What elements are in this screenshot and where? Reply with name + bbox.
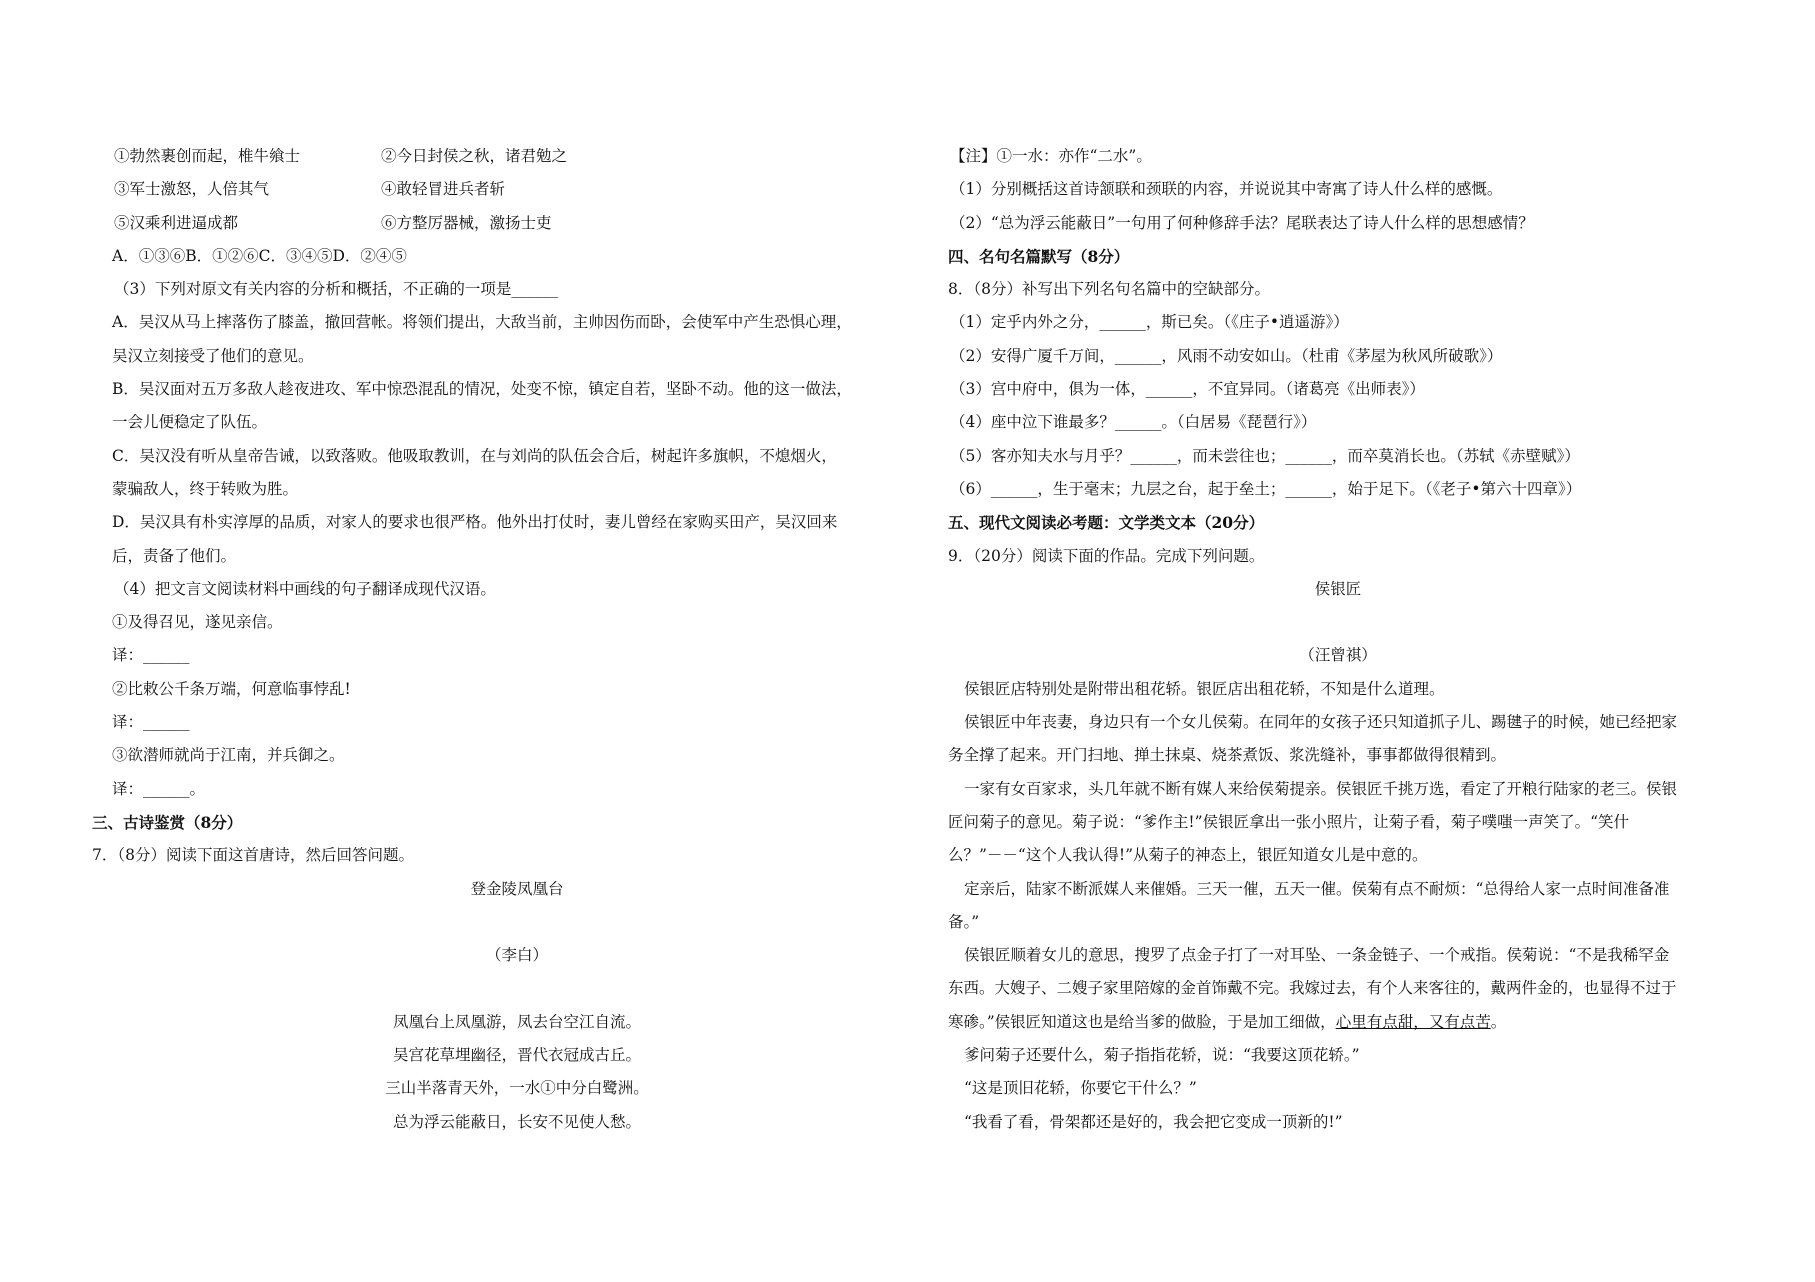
story-title: 侯银匠 (1314, 579, 1362, 598)
fill-blank-line: （2）安得广厦千万间，______，风雨不动安如山。（杜甫《茅屋为秋风所破歌》） (950, 346, 1503, 365)
question-7-1: （1）分别概括这首诗颔联和颈联的内容，并说说其中寄寓了诗人什么样的感慨。 (950, 180, 1503, 199)
sentence-2: ②比敕公千条万端，何意临事悖乱! (112, 679, 351, 698)
story-text: 。 (1490, 1012, 1507, 1031)
story-paragraph: “我看了看，骨架都还是好的，我会把它变成一顶新的!” (964, 1112, 1343, 1131)
q3-option-a-line1: A．吴汉从马上摔落伤了膝盖，撤回营帐。将领们提出，大敌当前，主帅因伤而卧，会使军中产生恐惧心理， (112, 313, 852, 332)
translation-blank-3: 译：______。 (112, 779, 206, 798)
question-4: （4）把文言文阅读材料中画线的句子翻译成现代汉语。 (114, 579, 496, 598)
story-paragraph-cont: 务全撑了起来。开门扫地、掸土抹桌、烧茶煮饭、浆洗缝补，事事都做得很精到。 (948, 746, 1507, 765)
q3-option-d-line2: 后，责备了他们。 (112, 546, 237, 565)
section-5-heading: 五、现代文阅读必考题：文学类文本（20分） (948, 513, 1265, 533)
q3-option-c-line1: C．吴汉没有听从皇帝告诫，以致落败。他吸取教训，在与刘尚的队伍会合后，树起许多旗帜，不熄烟火， (112, 446, 837, 465)
story-author: （汪曾祺） (1299, 646, 1377, 665)
section-4-heading: 四、名句名篇默写（8分） (948, 246, 1130, 266)
story-paragraph-cont (948, 1006, 1728, 1039)
q3-option-b-line1: B．吴汉面对五万多敌人趁夜进攻、军中惊恐混乱的情况，处变不惊，镇定自若，坚卧不动。他的这一做法， (112, 380, 852, 399)
underlined-phrase: 心里有点甜，又有点苦 (1335, 1012, 1491, 1031)
poem-line: 凤凰台上凤凰游，凤去台空江自流。 (392, 1012, 641, 1031)
question-8: 8．（8分）补写出下列名句名篇中的空缺部分。 (948, 280, 1270, 299)
question-3: （3）下列对原文有关内容的分析和概括，不正确的一项是______ (114, 280, 558, 299)
poem-title: 登金陵凤凰台 (470, 879, 564, 898)
translation-blank-1: 译：______ (112, 646, 190, 665)
fill-blank-line: （1）定乎内外之分，______，斯已矣。（《庄子•逍遥游》） (950, 313, 1349, 332)
spacer (112, 972, 922, 1005)
poem-line: 三山半落青天外，一水①中分白鹭洲。 (385, 1079, 649, 1098)
q3-option-d-line1: D．吴汉具有朴实淳厚的品质，对家人的要求也很严格。他外出打仗时，妻儿曾经在家购买田产，吴汉回来 (112, 513, 838, 532)
story-paragraph: 侯银匠顺着女儿的意思，搜罗了点金子打了一对耳坠、一条金链子、一个戒指。侯菊说：“不是我稀罕金 (964, 946, 1670, 965)
option-row (112, 173, 922, 206)
spacer (948, 606, 1728, 639)
story-paragraph: 侯银匠中年丧妻，身边只有一个女儿侯菊。在同年的女孩子还只知道抓子儿、踢毽子的时候，她已经把家 (964, 713, 1678, 732)
option-item: ⑥方整厉器械，激扬士吏 (381, 213, 552, 232)
story-paragraph-cont: 备。” (948, 912, 980, 931)
story-paragraph-cont: 么？”－－“这个人我认得!”从菊子的神态上，银匠知道女儿是中意的。 (948, 846, 1428, 865)
story-paragraph: 定亲后，陆家不断派媒人来催婚。三天一催，五天一催。侯菊有点不耐烦：“总得给人家一点时间准备准 (964, 879, 1670, 898)
story-paragraph-cont: 匠问菊子的意见。菊子说：“爹作主!”侯银匠拿出一张小照片，让菊子看，菊子噗嗤一声笑了。“笑什 (948, 812, 1630, 831)
poem-note: 【注】①一水：亦作“二水”。 (950, 147, 1152, 165)
sentence-1: ①及得召见，遂见亲信。 (112, 613, 283, 632)
option-row (112, 140, 922, 173)
story-paragraph: 一家有女百家求，头几年就不断有媒人来给侯菊提亲。侯银匠千挑万选，看定了开粮行陆家的老三。侯银 (964, 779, 1678, 798)
story-paragraph: 侯银匠店特别处是附带出租花轿。银匠店出租花轿，不知是什么道理。 (964, 679, 1445, 698)
fill-blank-line: （5）客亦知夫水与月乎？______，而未尝往也；______，而卒莫消长也。（苏轼《赤壁赋》） (950, 446, 1580, 465)
spacer (112, 906, 922, 939)
answer-choices: A．①③⑥B．①②⑥C．③④⑤D．②④⑤ (112, 246, 407, 265)
right-column (948, 140, 1728, 1139)
option-item: ⑤汉乘利进逼成都 (114, 213, 239, 232)
question-7-2: （2）“总为浮云能蔽日”一句用了何种修辞手法？尾联表达了诗人什么样的思想感情？ (950, 213, 1534, 232)
question-9: 9．（20分）阅读下面的作品。完成下列问题。 (948, 546, 1265, 565)
story-paragraph: 爹问菊子还要什么，菊子指指花轿，说：“我要这顶花轿。” (964, 1046, 1360, 1065)
option-item: ④敢轻冒进兵者斩 (381, 180, 506, 199)
sentence-3: ③欲潜师就尚于江南，并兵御之。 (112, 746, 345, 765)
fill-blank-line: （4）座中泣下谁最多？______。（白居易《琵琶行》） (950, 413, 1317, 432)
fill-blank-line: （3）宫中府中，俱为一体，______，不宜异同。（诸葛亮《出师表》） (950, 380, 1425, 399)
section-3-heading: 三、古诗鉴赏（8分） (92, 812, 243, 832)
option-row (112, 207, 922, 240)
option-item: ①勃然裹创而起，椎牛飨士 (114, 147, 301, 165)
left-column (92, 140, 922, 1139)
option-item: ②今日封侯之秋，诸君勉之 (381, 147, 568, 165)
poem-line: 总为浮云能蔽日，长安不见使人愁。 (392, 1112, 641, 1131)
poem-author: （李白） (485, 946, 548, 965)
story-paragraph-cont: 东西。大嫂子、二嫂子家里陪嫁的金首饰戴不完。我嫁过去，有个人来客往的，戴两件金的，也显得不过于 (948, 979, 1677, 998)
q3-option-b-line2: 一会儿便稳定了队伍。 (112, 413, 268, 432)
q3-option-c-line2: 蒙骗敌人，终于转败为胜。 (112, 479, 299, 498)
poem-line: 吴宫花草埋幽径，晋代衣冠成古丘。 (392, 1046, 641, 1065)
question-7: 7．（8分）阅读下面这首唐诗，然后回答问题。 (92, 846, 414, 865)
story-text: 寒碜。”侯银匠知道这也是给当爹的做脸，于是加工细做， (948, 1012, 1336, 1031)
option-item: ③军士激怒，人倍其气 (114, 180, 270, 199)
story-paragraph: “这是顶旧花轿，你要它干什么？” (964, 1079, 1197, 1098)
q3-option-a-line2: 吴汉立刻接受了他们的意见。 (112, 346, 314, 365)
fill-blank-line: （6）______，生于毫末；九层之台，起于垒土；______，始于足下。（《老子•第六十四章》） (950, 479, 1582, 498)
translation-blank-2: 译：______ (112, 713, 190, 732)
